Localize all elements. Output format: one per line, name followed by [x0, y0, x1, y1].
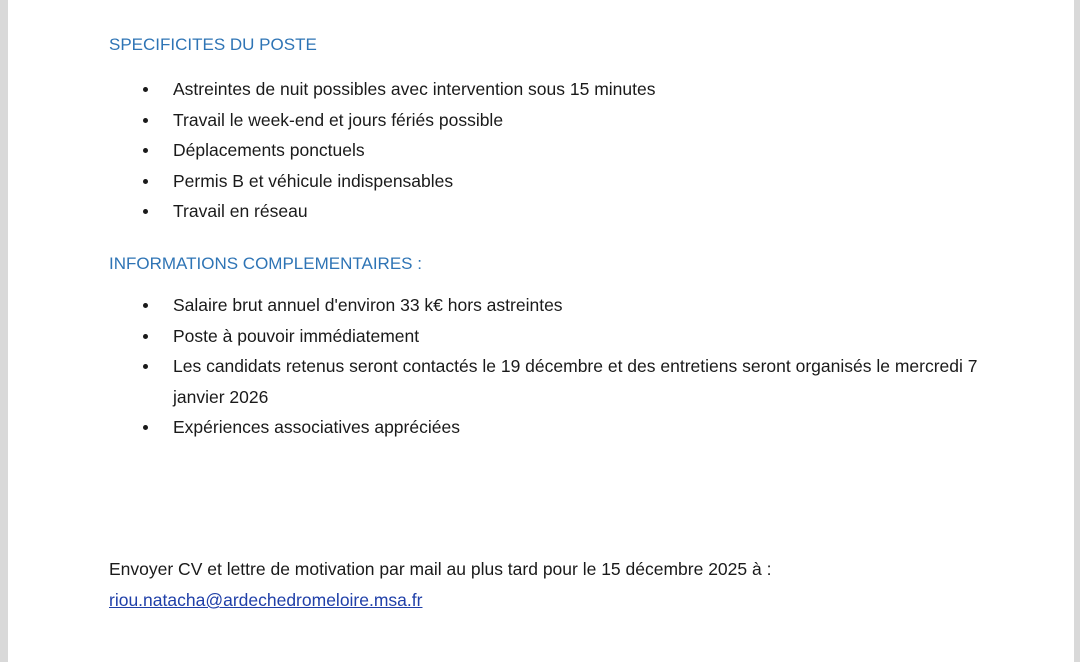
list-item-text: Déplacements ponctuels	[173, 140, 365, 160]
list-item-text: Travail en réseau	[173, 201, 308, 221]
section-heading-informations: INFORMATIONS COMPLEMENTAIRES :	[109, 254, 422, 273]
list-item-text: Travail le week-end et jours fériés possible	[173, 109, 504, 130]
list-item	[109, 412, 1009, 443]
footer-instruction-text: Envoyer CV et lettre de motivation par mail au plus tard pour le 15 décembre 2025 à :	[109, 559, 772, 579]
email-link[interactable]: riou.natacha@ardechedromeloire.msa.fr	[109, 590, 423, 610]
bullet-icon	[143, 179, 148, 184]
list-item-text: Permis B et véhicule indispensables	[173, 170, 454, 191]
bullet-list-informations	[109, 290, 1009, 443]
list-item-text: Salaire brut annuel d'environ 33 k€ hors astreintes	[173, 295, 563, 315]
application-instructions	[109, 554, 771, 616]
bullet-icon	[143, 425, 148, 430]
bullet-icon	[143, 118, 148, 123]
list-item-text: Astreintes de nuit possibles avec intervention sous 15 minutes	[173, 79, 656, 99]
list-item	[109, 290, 1009, 321]
list-item-text: Les candidats retenus seront contactés le 19 décembre et des entretiens seront organisés le mercredi 7 janvier 2026	[173, 356, 978, 407]
list-item-text: Poste à pouvoir immédiatement	[173, 325, 420, 346]
list-item	[109, 135, 1009, 166]
bullet-icon	[143, 303, 148, 308]
list-item	[109, 321, 1009, 352]
list-item	[109, 74, 1009, 105]
list-item	[109, 166, 1009, 197]
bullet-icon	[143, 148, 148, 153]
bullet-list-specificites	[109, 74, 1009, 227]
bullet-icon	[143, 364, 148, 369]
list-item-text: Expériences associatives appréciées	[173, 417, 460, 437]
bullet-icon	[143, 334, 148, 339]
section-heading-specificites: SPECIFICITES DU POSTE	[109, 35, 317, 54]
list-item	[109, 105, 1009, 136]
bullet-icon	[143, 87, 148, 92]
list-item	[109, 351, 1009, 412]
bullet-icon	[143, 209, 148, 214]
list-item	[109, 196, 1009, 227]
